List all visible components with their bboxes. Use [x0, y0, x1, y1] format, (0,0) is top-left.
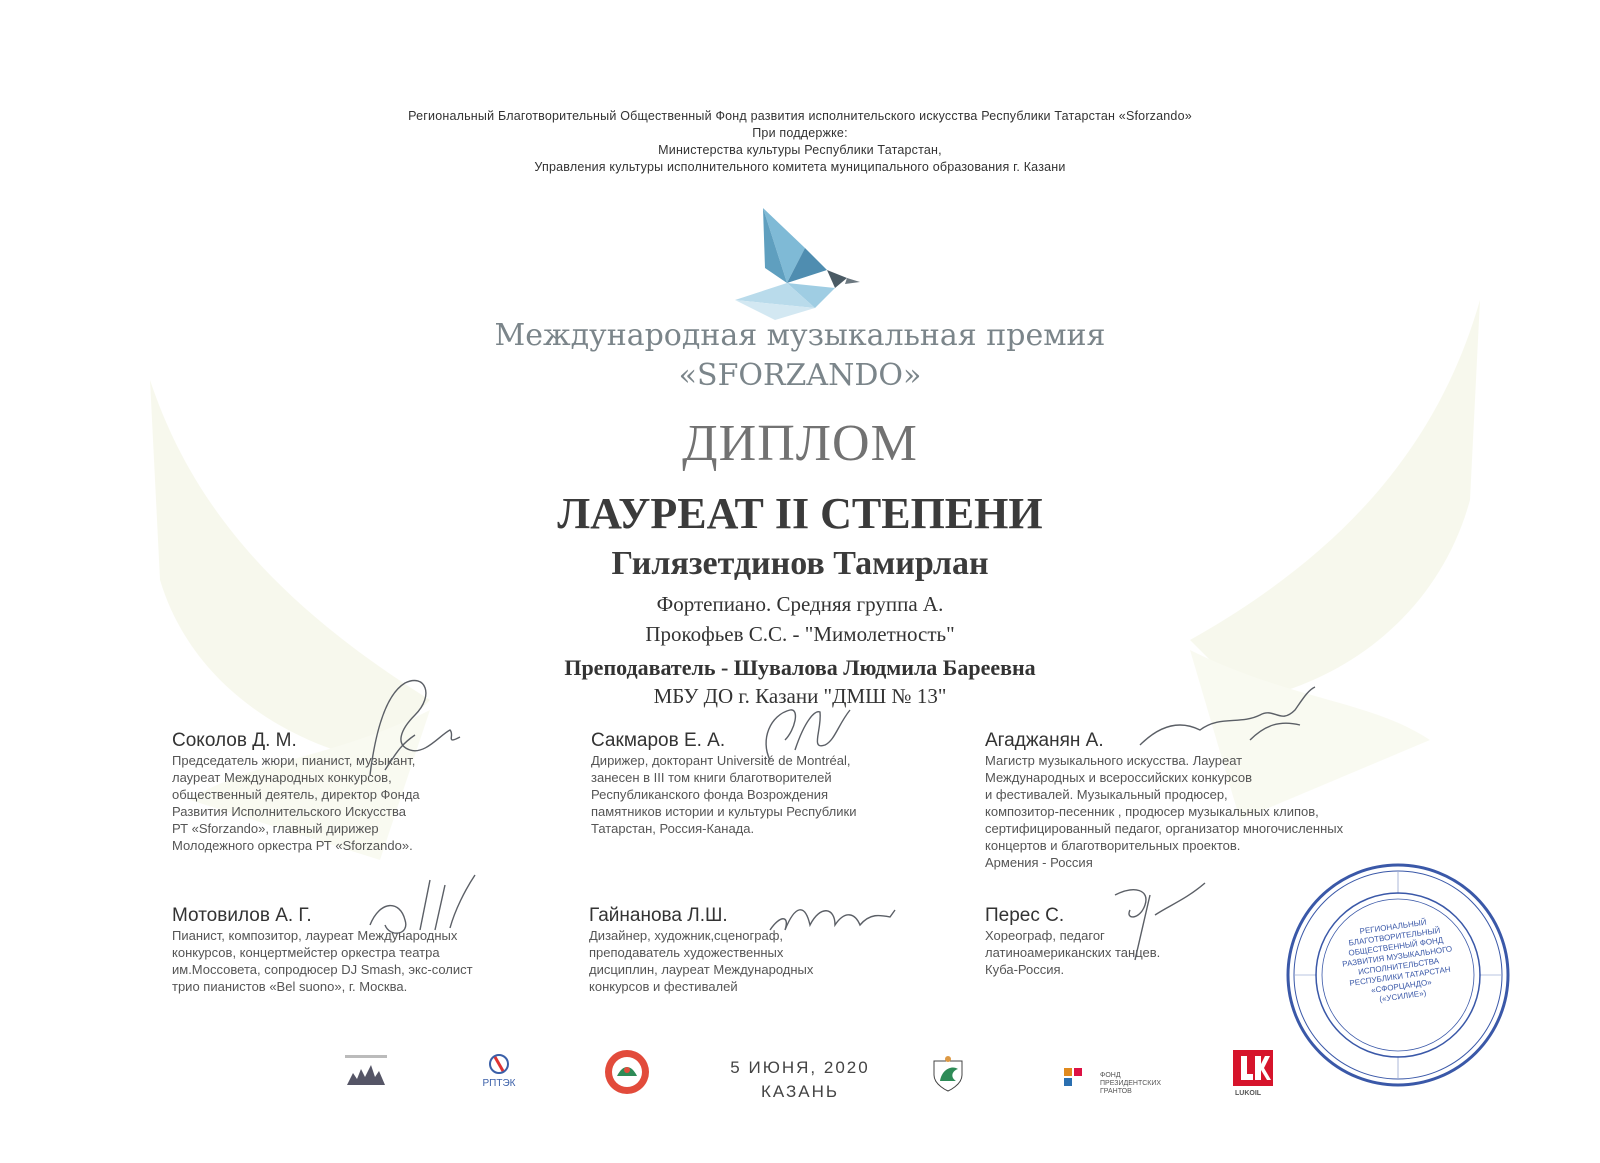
signature-motovilov-icon — [360, 870, 485, 945]
jury-member-description: Председатель жюри, пианист, музыкант, лауреат Международных конкурсов, общественный деятель, директор Фонда Развития Исполнительского Искусства РТ «Sforzando», главный дирижер Молодежного оркестра РТ «Sforzando». — [172, 753, 420, 853]
rptk-logo-label: РПТЭК — [482, 1078, 516, 1089]
document-type: ДИПЛОМ — [682, 415, 918, 472]
jury-member-name: Агаджанян А. — [985, 730, 1104, 751]
jury-member-description: Хореограф, педагог латиноамериканских танцев. Куба-Россия. — [985, 928, 1161, 977]
piece: Прокофьев С.С. - "Мимолетность" — [645, 622, 955, 646]
signature-gainanova-icon — [765, 895, 905, 945]
school: МБУ ДО г. Казани "ДМШ № 13" — [653, 684, 947, 708]
organization-name: Региональный Благотворительный Общественный Фонд развития исполнительского искусства Республики Татарстан «Sforzando» — [408, 109, 1192, 123]
jury-member-name: Гайнанова Л.Ш. — [589, 905, 728, 926]
award-date: 5 ИЮНЯ, 2020 — [730, 1058, 870, 1077]
jury-member-description: Пианист, композитор, лауреат Международных конкурсов, концертмейстер оркестра театра им.Моссовета, сопродюсер DJ Smash, экс-солист трио пианистов «Bel suono», г. Москва. — [172, 928, 473, 994]
signature-peres-icon — [1095, 875, 1215, 965]
premium-title — [0, 316, 1600, 396]
jury-member-description: Дизайнер, художник,сценограф, преподаватель художественных дисциплин, лауреат Международных конкурсов и фестивалей — [589, 928, 814, 994]
jury-member-name: Перес С. — [985, 905, 1065, 926]
presidential-grants-fund-label: ФОНД ПРЕЗИДЕНТСКИХ ГРАНТОВ — [1100, 1072, 1162, 1095]
nomination: Фортепиано. Средняя группа А. — [656, 592, 944, 616]
organization-header — [0, 108, 1600, 176]
premium-title-line1: Международная музыкальная премия — [494, 318, 1106, 353]
jury-member-name: Соколов Д. М. — [172, 730, 297, 751]
jury-member-description: Магистр музыкального искусства. Лауреат Международных и всероссийских конкурсов и фестивалей. Музыкальный продюсер, композитор-песенник , продюсер музыкальных клипов, сертифицированный педагог, организатор многочисленных концертов и благотворительных проектов. Армения - Россия — [985, 753, 1344, 870]
premium-title-line2: «SFORZANDO» — [678, 358, 922, 393]
rptk-logo-icon — [475, 1052, 523, 1092]
jury-member-description: Дирижер, докторант Université de Montréal, занесен в III том книги благотворителей Республиканского фонда Возрождения памятников истории и культуры Республики Татарстан, Россия-Канада. — [591, 753, 857, 836]
partner-city-logo-icon — [345, 1055, 387, 1090]
support-label: При поддержке: — [752, 126, 848, 140]
laureate-degree: ЛАУРЕАТ II СТЕПЕНИ — [557, 489, 1043, 538]
tatarstan-emblem-icon — [603, 1048, 651, 1096]
stamp-center-text: РЕГИОНАЛЬНЫЙ БЛАГОТВОРИТЕЛЬНЫЙ ОБЩЕСТВЕННЫЙ ФОНД РАЗВИТИЯ МУЗЫКАЛЬНОГО ИСПОЛНИТЕЛЬСТВА РЕСПУБЛИКИ ТАТАРСТАН «СФОРЦАНДО» («УСИЛИЕ») — [1341, 917, 1453, 1004]
sforzando-bird-logo-icon — [735, 208, 865, 323]
signature-agadzhanyan-icon — [1130, 685, 1320, 765]
presidential-grants-fund-logo-icon — [1060, 1066, 1094, 1092]
lukoil-label: LUKOIL — [1235, 1090, 1262, 1097]
jury-member-name: Сакмаров Е. А. — [591, 730, 726, 751]
student-name: Гилязетдинов Тамирлан — [611, 545, 989, 582]
supporter-ministry: Министерства культуры Республики Татарстан, — [658, 143, 942, 157]
teacher: Преподаватель - Шувалова Людмила Бареевна — [564, 655, 1036, 680]
lukoil-logo-icon — [1233, 1050, 1273, 1086]
jury-member-name: Мотовилов А. Г. — [172, 905, 312, 926]
supporter-city-administration: Управления культуры исполнительного комитета муниципального образования г. Казани — [534, 160, 1066, 174]
signature-sokolov-icon — [355, 675, 475, 785]
award-city: КАЗАНЬ — [760, 1082, 840, 1101]
kazan-coat-of-arms-icon — [928, 1053, 968, 1093]
date-and-city — [700, 1056, 900, 1104]
signature-sakmarov-icon — [750, 700, 860, 770]
